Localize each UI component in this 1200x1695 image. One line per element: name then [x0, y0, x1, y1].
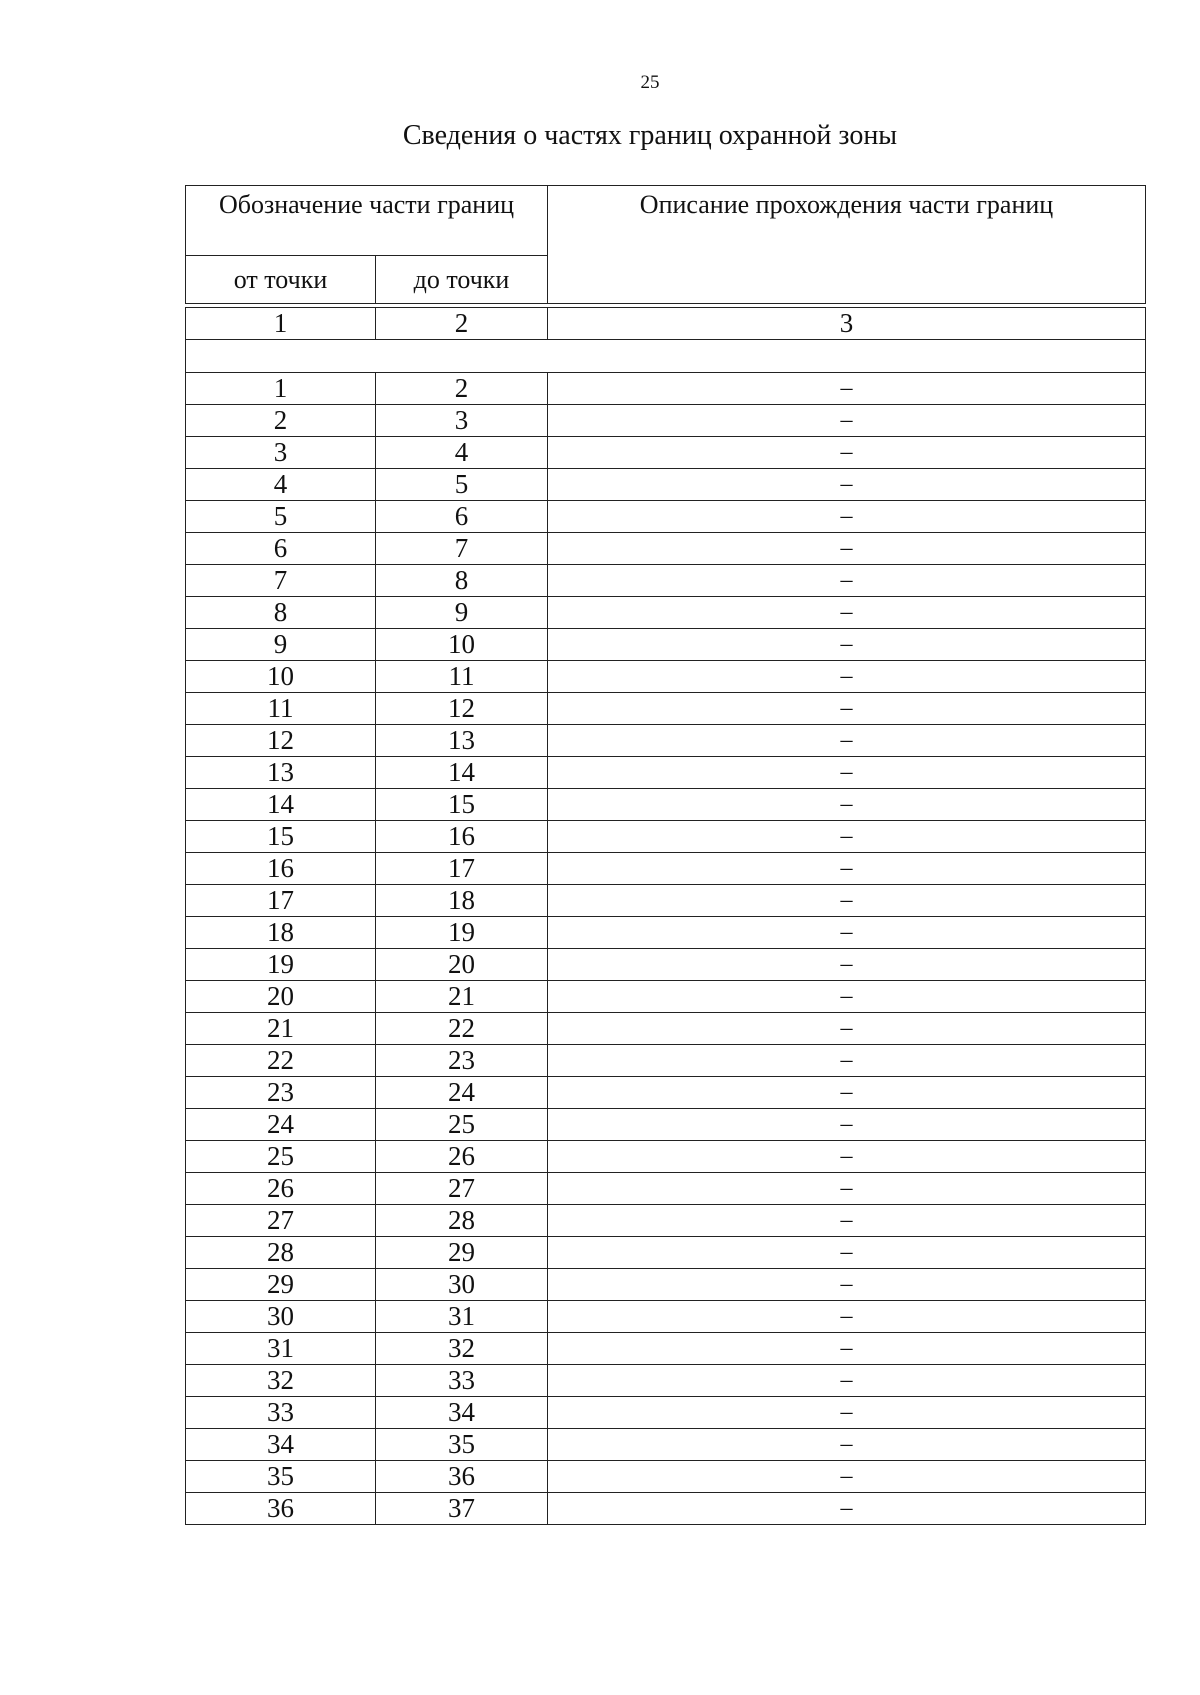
from-point-cell: 33	[186, 1397, 376, 1429]
table-row	[186, 1397, 1146, 1429]
to-point-cell: 33	[376, 1365, 548, 1397]
table-row	[186, 437, 1146, 469]
table-row	[186, 1429, 1146, 1461]
from-point-cell: 13	[186, 757, 376, 789]
table-row	[186, 1205, 1146, 1237]
to-point-cell: 37	[376, 1493, 548, 1525]
from-point-cell: 9	[186, 629, 376, 661]
column-number: 2	[376, 308, 548, 340]
to-point-cell: 14	[376, 757, 548, 789]
description-cell: –	[548, 437, 1146, 469]
from-point-cell: 22	[186, 1045, 376, 1077]
from-point-cell: 11	[186, 693, 376, 725]
table-row	[186, 1461, 1146, 1493]
description-cell: –	[548, 853, 1146, 885]
to-point-cell: 4	[376, 437, 548, 469]
from-point-cell: 23	[186, 1077, 376, 1109]
to-point-cell: 2	[376, 373, 548, 405]
description-cell: –	[548, 597, 1146, 629]
table-row	[186, 981, 1146, 1013]
from-point-cell: 19	[186, 949, 376, 981]
to-point-cell: 29	[376, 1237, 548, 1269]
description-cell: –	[548, 789, 1146, 821]
document-title: Сведения о частях границ охранной зоны	[402, 120, 898, 151]
to-point-cell: 15	[376, 789, 548, 821]
description-cell: –	[548, 1301, 1146, 1333]
from-point-cell: 16	[186, 853, 376, 885]
from-point-cell: 10	[186, 661, 376, 693]
to-point-cell: 21	[376, 981, 548, 1013]
to-point-cell: 30	[376, 1269, 548, 1301]
to-point-cell: 34	[376, 1397, 548, 1429]
table-row	[186, 757, 1146, 789]
description-cell: –	[548, 1013, 1146, 1045]
from-point-cell: 20	[186, 981, 376, 1013]
from-point-cell: 27	[186, 1205, 376, 1237]
to-point-cell: 23	[376, 1045, 548, 1077]
table-row	[186, 1333, 1146, 1365]
table-row	[186, 1077, 1146, 1109]
from-point-cell: 30	[186, 1301, 376, 1333]
from-point-cell: 28	[186, 1237, 376, 1269]
to-point-cell: 20	[376, 949, 548, 981]
table-row	[186, 1269, 1146, 1301]
table-row	[186, 1301, 1146, 1333]
blank-row	[186, 340, 1146, 373]
to-point-cell: 12	[376, 693, 548, 725]
from-point-cell: 14	[186, 789, 376, 821]
to-point-cell: 3	[376, 405, 548, 437]
description-cell: –	[548, 1365, 1146, 1397]
table-row	[186, 949, 1146, 981]
table-row	[186, 853, 1146, 885]
from-point-cell: 34	[186, 1429, 376, 1461]
table-row	[186, 597, 1146, 629]
table-row	[186, 693, 1146, 725]
description-cell: –	[548, 661, 1146, 693]
table-row	[186, 1237, 1146, 1269]
from-point-cell: 1	[186, 373, 376, 405]
from-point-cell: 18	[186, 917, 376, 949]
column-number: 1	[186, 308, 376, 340]
header-designation: Обозначение части границ	[186, 186, 548, 256]
table-row	[186, 725, 1146, 757]
to-point-cell: 9	[376, 597, 548, 629]
from-point-cell: 24	[186, 1109, 376, 1141]
from-point-cell: 5	[186, 501, 376, 533]
description-cell: –	[548, 1237, 1146, 1269]
description-cell: –	[548, 1045, 1146, 1077]
column-number-row	[186, 308, 1146, 340]
description-cell: –	[548, 1269, 1146, 1301]
table-row	[186, 1365, 1146, 1397]
description-cell: –	[548, 533, 1146, 565]
column-number: 3	[548, 308, 1146, 340]
table-row	[186, 533, 1146, 565]
to-point-cell: 32	[376, 1333, 548, 1365]
to-point-cell: 11	[376, 661, 548, 693]
from-point-cell: 31	[186, 1333, 376, 1365]
to-point-cell: 7	[376, 533, 548, 565]
description-cell: –	[548, 405, 1146, 437]
to-point-cell: 5	[376, 469, 548, 501]
description-cell: –	[548, 501, 1146, 533]
from-point-cell: 35	[186, 1461, 376, 1493]
description-cell: –	[548, 1109, 1146, 1141]
to-point-cell: 36	[376, 1461, 548, 1493]
header-from-point: от точки	[186, 256, 376, 304]
table-row	[186, 885, 1146, 917]
from-point-cell: 26	[186, 1173, 376, 1205]
to-point-cell: 35	[376, 1429, 548, 1461]
to-point-cell: 27	[376, 1173, 548, 1205]
to-point-cell: 19	[376, 917, 548, 949]
to-point-cell: 25	[376, 1109, 548, 1141]
from-point-cell: 8	[186, 597, 376, 629]
from-point-cell: 36	[186, 1493, 376, 1525]
description-cell: –	[548, 1493, 1146, 1525]
to-point-cell: 18	[376, 885, 548, 917]
description-cell: –	[548, 1397, 1146, 1429]
to-point-cell: 24	[376, 1077, 548, 1109]
to-point-cell: 26	[376, 1141, 548, 1173]
table-row	[186, 1173, 1146, 1205]
to-point-cell: 8	[376, 565, 548, 597]
from-point-cell: 17	[186, 885, 376, 917]
table-row	[186, 789, 1146, 821]
table-row	[186, 1141, 1146, 1173]
description-cell: –	[548, 757, 1146, 789]
header-to-point: до точки	[376, 256, 548, 304]
from-point-cell: 21	[186, 1013, 376, 1045]
table-row	[186, 1013, 1146, 1045]
table-header	[185, 185, 1146, 304]
table-row	[186, 821, 1146, 853]
description-cell: –	[548, 885, 1146, 917]
to-point-cell: 22	[376, 1013, 548, 1045]
description-cell: –	[548, 1333, 1146, 1365]
description-cell: –	[548, 725, 1146, 757]
table-row	[186, 1109, 1146, 1141]
description-cell: –	[548, 1461, 1146, 1493]
description-cell: –	[548, 1205, 1146, 1237]
from-point-cell: 7	[186, 565, 376, 597]
from-point-cell: 3	[186, 437, 376, 469]
to-point-cell: 31	[376, 1301, 548, 1333]
description-cell: –	[548, 629, 1146, 661]
description-cell: –	[548, 373, 1146, 405]
table-row	[186, 405, 1146, 437]
to-point-cell: 10	[376, 629, 548, 661]
from-point-cell: 29	[186, 1269, 376, 1301]
page-number: 25	[640, 72, 660, 93]
table-row	[186, 373, 1146, 405]
to-point-cell: 17	[376, 853, 548, 885]
description-cell: –	[548, 1077, 1146, 1109]
from-point-cell: 25	[186, 1141, 376, 1173]
from-point-cell: 12	[186, 725, 376, 757]
to-point-cell: 13	[376, 725, 548, 757]
description-cell: –	[548, 949, 1146, 981]
to-point-cell: 6	[376, 501, 548, 533]
table-row	[186, 661, 1146, 693]
to-point-cell: 16	[376, 821, 548, 853]
description-cell: –	[548, 693, 1146, 725]
table-row	[186, 501, 1146, 533]
description-cell: –	[548, 981, 1146, 1013]
to-point-cell: 28	[376, 1205, 548, 1237]
table-row	[186, 629, 1146, 661]
description-cell: –	[548, 1173, 1146, 1205]
from-point-cell: 32	[186, 1365, 376, 1397]
description-cell: –	[548, 821, 1146, 853]
table-row	[186, 1493, 1146, 1525]
description-cell: –	[548, 1141, 1146, 1173]
from-point-cell: 15	[186, 821, 376, 853]
description-cell: –	[548, 565, 1146, 597]
from-point-cell: 4	[186, 469, 376, 501]
description-cell: –	[548, 469, 1146, 501]
boundary-parts-table	[185, 307, 1146, 1525]
description-cell: –	[548, 917, 1146, 949]
table-row	[186, 565, 1146, 597]
table-row	[186, 1045, 1146, 1077]
from-point-cell: 2	[186, 405, 376, 437]
table-row	[186, 917, 1146, 949]
blank-cell	[186, 340, 1146, 373]
description-cell: –	[548, 1429, 1146, 1461]
from-point-cell: 6	[186, 533, 376, 565]
table-row	[186, 469, 1146, 501]
header-description: Описание прохождения части границ	[548, 186, 1146, 304]
